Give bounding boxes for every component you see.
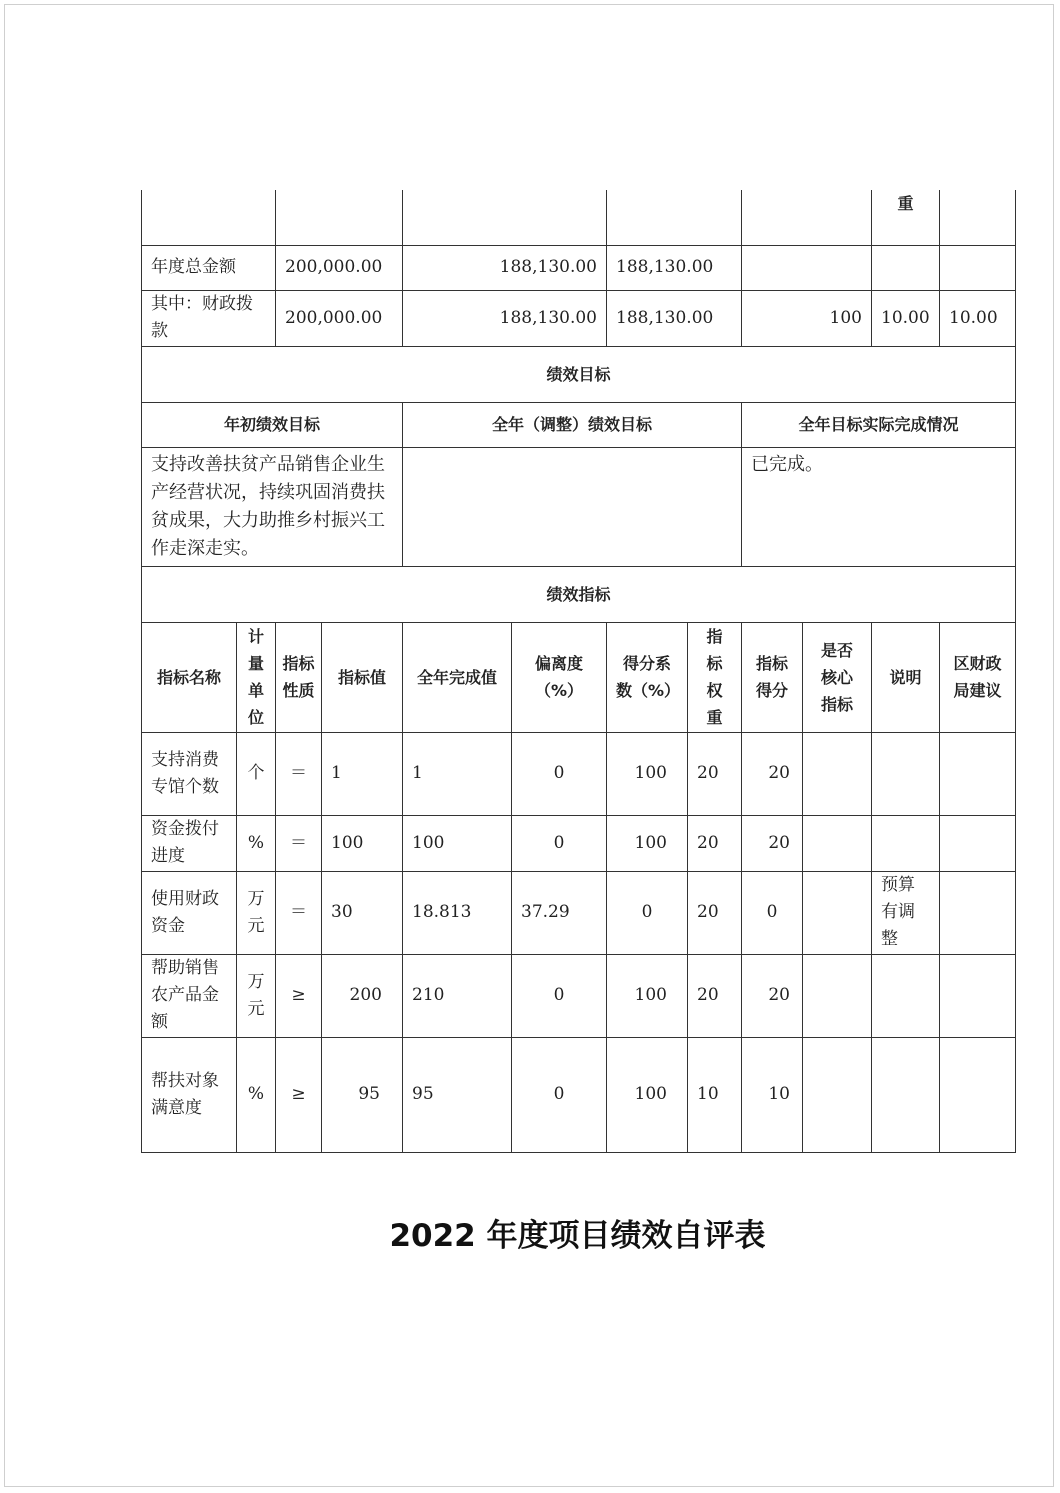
header-target: 指标值 [322,622,403,732]
budget-initial: 200,000.00 [276,290,403,346]
budget-initial: 200,000.00 [276,245,403,290]
indicator-coef: 100 [607,1037,688,1152]
goal-actual-text: 已完成。 [742,447,1016,566]
indicator-unit: % [237,815,276,871]
budget-header-continued-row [142,190,1016,245]
indicator-coef: 100 [607,954,688,1037]
cell-empty [742,190,872,245]
indicator-weight: 20 [688,871,742,954]
header-coefficient: 得分系数（%） [607,622,688,732]
indicator-actual: 100 [403,815,512,871]
indicator-score: 10 [742,1037,803,1152]
cell-empty [276,190,403,245]
indicator-deviation: 0 [512,1037,607,1152]
budget-adjusted: 188,130.00 [403,290,607,346]
indicator-core [803,815,872,871]
indicator-score: 20 [742,954,803,1037]
indicator-weight: 20 [688,954,742,1037]
goals-header-row [142,402,1016,447]
indicator-deviation: 0 [512,954,607,1037]
indicator-unit: 万元 [237,954,276,1037]
goals-header-initial: 年初绩效目标 [142,402,403,447]
table-row [142,815,1016,871]
indicator-advice [940,954,1016,1037]
indicator-target: 200 [322,954,403,1037]
indicator-weight: 20 [688,732,742,815]
budget-score: 10.00 [940,290,1016,346]
goals-header-actual: 全年目标实际完成情况 [742,402,1016,447]
header-score: 指标得分 [742,622,803,732]
budget-score [940,245,1016,290]
indicator-score: 0 [742,871,803,954]
performance-table [141,190,1016,1153]
indicator-nature: ＝ [276,732,322,815]
header-indicator-name: 指标名称 [142,622,237,732]
indicator-core [803,732,872,815]
indicator-nature: ≥ [276,1037,322,1152]
indicator-advice [940,815,1016,871]
budget-row-total [142,245,1016,290]
indicator-note [872,815,940,871]
indicator-coef: 100 [607,732,688,815]
table-row [142,954,1016,1037]
cell-empty [607,190,742,245]
indicator-target: 30 [322,871,403,954]
goals-header-adjusted: 全年（调整）绩效目标 [403,402,742,447]
budget-executed: 188,130.00 [607,290,742,346]
budget-weight [872,245,940,290]
indicator-core [803,954,872,1037]
indicator-unit: 万元 [237,871,276,954]
cell-empty [142,190,276,245]
budget-score-pct: 100 [742,290,872,346]
indicator-nature: ＝ [276,815,322,871]
document-title: 2022 年度项目绩效自评表 [389,1218,766,1254]
goal-adjusted-text [403,447,742,566]
indicator-target: 1 [322,732,403,815]
indicator-advice [940,871,1016,954]
cell-empty [940,190,1016,245]
indicators-header-row [142,622,1016,732]
indicator-core [803,871,872,954]
indicator-note [872,1037,940,1152]
header-unit: 计量单位 [237,622,276,732]
indicator-name: 使用财政资金 [142,871,237,954]
indicator-weight: 20 [688,815,742,871]
indicator-target: 95 [322,1037,403,1152]
indicator-name: 资金拨付进度 [142,815,237,871]
goals-section-row [142,346,1016,402]
budget-label: 年度总金额 [142,245,276,290]
budget-executed: 188,130.00 [607,245,742,290]
goal-initial-text: 支持改善扶贫产品销售企业生产经营状况，持续巩固消费扶贫成果，大力助推乡村振兴工作走深走实。 [142,447,403,566]
indicator-unit: 个 [237,732,276,815]
budget-label: 其中：财政拨款 [142,290,276,346]
header-actual: 全年完成值 [403,622,512,732]
indicator-deviation: 0 [512,732,607,815]
header-core: 是否核心指标 [803,622,872,732]
indicators-section-title: 绩效指标 [142,566,1016,622]
header-advice: 区财政局建议 [940,622,1016,732]
indicator-advice [940,732,1016,815]
cell-empty [403,190,607,245]
goals-content-row [142,447,1016,566]
table-row [142,732,1016,815]
indicator-actual: 95 [403,1037,512,1152]
indicator-score: 20 [742,732,803,815]
indicators-section-row [142,566,1016,622]
indicator-name: 支持消费专馆个数 [142,732,237,815]
header-nature: 指标性质 [276,622,322,732]
indicator-coef: 100 [607,815,688,871]
indicator-nature: ＝ [276,871,322,954]
indicator-target: 100 [322,815,403,871]
indicator-actual: 210 [403,954,512,1037]
weight-header-fragment: 重 [872,190,940,245]
budget-weight: 10.00 [872,290,940,346]
budget-adjusted: 188,130.00 [403,245,607,290]
indicator-advice [940,1037,1016,1152]
budget-row-fiscal [142,290,1016,346]
budget-score-pct [742,245,872,290]
indicator-core [803,1037,872,1152]
indicator-name: 帮助销售农产品金额 [142,954,237,1037]
indicator-actual: 1 [403,732,512,815]
header-deviation: 偏离度（%） [512,622,607,732]
header-note: 说明 [872,622,940,732]
indicator-note [872,954,940,1037]
indicator-actual: 18.813 [403,871,512,954]
indicator-deviation: 37.29 [512,871,607,954]
table-row [142,871,1016,954]
indicator-deviation: 0 [512,815,607,871]
table-row [142,1037,1016,1152]
indicator-weight: 10 [688,1037,742,1152]
indicator-note: 预算有调整 [872,871,940,954]
indicator-coef: 0 [607,871,688,954]
header-weight: 指标权重 [688,622,742,732]
indicator-nature: ≥ [276,954,322,1037]
goals-section-title: 绩效目标 [142,346,1016,402]
indicator-name: 帮扶对象满意度 [142,1037,237,1152]
indicator-unit: % [237,1037,276,1152]
indicator-score: 20 [742,815,803,871]
indicator-note [872,732,940,815]
